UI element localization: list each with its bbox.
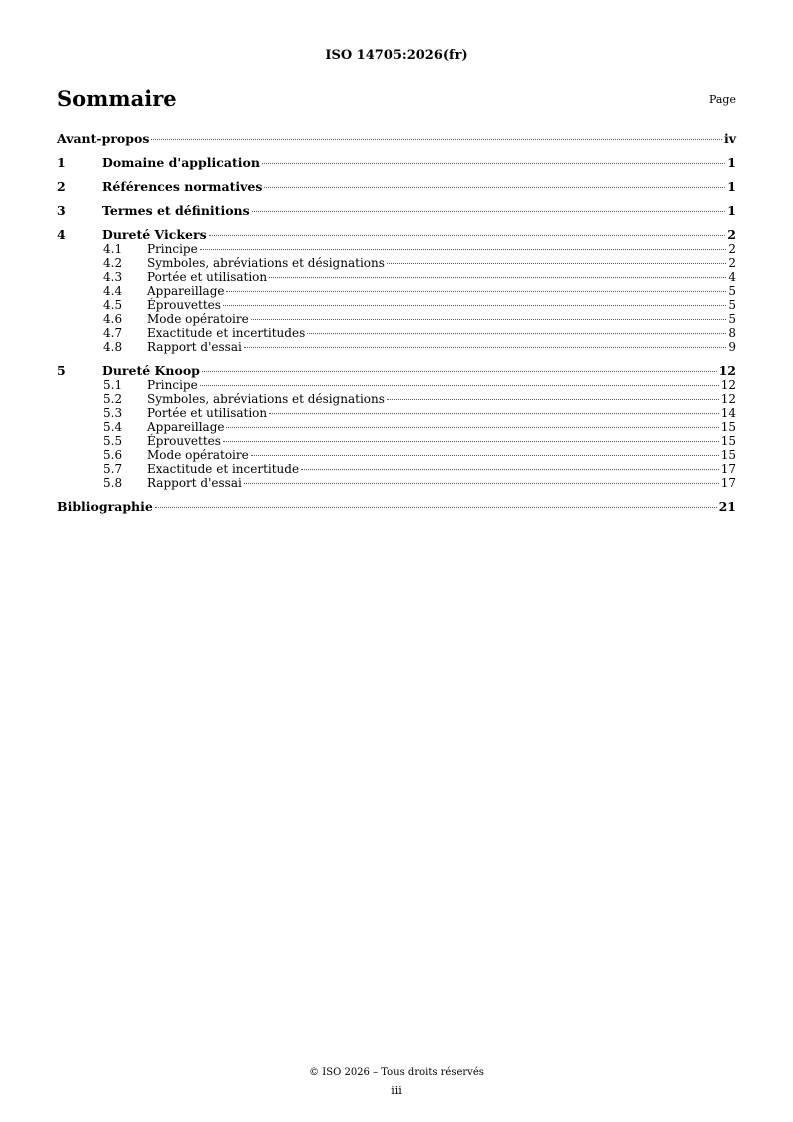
page-column-label: Page	[708, 93, 736, 106]
toc-entry-page: 17	[720, 476, 736, 490]
toc-entry-page: 21	[718, 499, 736, 514]
toc-entry[interactable]	[57, 499, 736, 514]
toc-entry-number: 5.1	[103, 378, 123, 392]
toc-subentry[interactable]	[57, 476, 736, 490]
toc-entry-page: 4	[728, 270, 736, 284]
dot-leader	[244, 483, 719, 484]
toc-entry-page: 1	[727, 179, 736, 194]
toc-entry-number: 5.8	[103, 476, 123, 490]
toc-entry-page: 15	[720, 420, 736, 434]
toc-entry-page: 5	[728, 298, 736, 312]
toc-entry-page: 5	[728, 284, 736, 298]
toc-entry-number: 4	[57, 227, 66, 242]
toc-entry-page: 12	[718, 363, 736, 378]
toc-subentry[interactable]	[57, 284, 736, 298]
toc-entry-label: Symboles, abréviations et désignations	[147, 392, 385, 406]
toc-subentry[interactable]	[57, 420, 736, 434]
toc-entry-label: Mode opératoire	[147, 448, 249, 462]
toc-subentry[interactable]	[57, 270, 736, 284]
dot-leader	[155, 507, 717, 508]
toc-entry-number: 5.7	[103, 462, 123, 476]
toc-entry-page: 15	[720, 448, 736, 462]
dot-leader	[151, 139, 722, 140]
toc-entry-page: 5	[728, 312, 736, 326]
toc-entry-number: 5.2	[103, 392, 123, 406]
toc-entry-number: 5.3	[103, 406, 123, 420]
toc-entry-label: Dureté Vickers	[102, 227, 207, 242]
toc-entry-label: Avant-propos	[57, 131, 150, 146]
toc-entry-number: 4.2	[103, 256, 123, 270]
toc-entry-label: Références normatives	[102, 179, 263, 194]
dot-leader	[252, 211, 726, 212]
toc-entry[interactable]	[57, 203, 736, 218]
toc-entry-number: 5.4	[103, 420, 123, 434]
toc-entry[interactable]	[57, 227, 736, 242]
toc-entry-label: Principe	[147, 378, 198, 392]
toc-entry-label: Bibliographie	[57, 499, 153, 514]
toc-entry-number: 2	[57, 179, 66, 194]
toc-entry-label: Portée et utilisation	[147, 270, 268, 284]
toc-entry-page: 12	[720, 392, 736, 406]
toc-entry-label: Mode opératoire	[147, 312, 249, 326]
toc-entry-number: 5	[57, 363, 66, 378]
toc-title-row	[57, 86, 736, 114]
toc-entry-page: 9	[728, 340, 736, 354]
toc-entry[interactable]	[57, 131, 736, 146]
toc-subentry[interactable]	[57, 340, 736, 354]
toc-entry-label: Principe	[147, 242, 198, 256]
toc-entry-label: Exactitude et incertitudes	[147, 326, 306, 340]
dot-leader	[387, 399, 719, 400]
toc-subentry[interactable]	[57, 434, 736, 448]
dot-leader	[226, 291, 726, 292]
dot-leader	[226, 427, 718, 428]
toc-subentry[interactable]	[57, 326, 736, 340]
dot-leader	[223, 441, 719, 442]
toc-entry-page: 2	[727, 227, 736, 242]
toc-entry-label: Termes et définitions	[102, 203, 250, 218]
toc-entry-page: 1	[727, 155, 736, 170]
toc-entry[interactable]	[57, 179, 736, 194]
toc-entry-number: 4.5	[103, 298, 123, 312]
toc-subentry[interactable]	[57, 392, 736, 406]
toc-entry-page: 12	[720, 378, 736, 392]
toc-entry-label: Symboles, abréviations et désignations	[147, 256, 385, 270]
toc-entry-label: Dureté Knoop	[102, 363, 200, 378]
dot-leader	[301, 469, 719, 470]
footer-page-number: iii	[391, 1084, 402, 1097]
dot-leader	[244, 347, 727, 348]
toc-entry-page: 15	[720, 434, 736, 448]
document-header: ISO 14705:2026(fr)	[325, 48, 468, 63]
dot-leader	[264, 187, 725, 188]
toc-entry-label: Appareillage	[147, 284, 225, 298]
toc-entry-number: 5.6	[103, 448, 123, 462]
toc-entry-page: 14	[720, 406, 736, 420]
toc-entry[interactable]	[57, 155, 736, 170]
toc-entry-page: 2	[728, 256, 736, 270]
toc-entry-number: 1	[57, 155, 66, 170]
toc-title: Sommaire	[57, 86, 177, 111]
toc-subentry[interactable]	[57, 256, 736, 270]
toc-subentry[interactable]	[57, 298, 736, 312]
dot-leader	[262, 163, 725, 164]
toc-entry-label: Domaine d'application	[102, 155, 260, 170]
toc-subentry[interactable]	[57, 242, 736, 256]
toc-entry-label: Portée et utilisation	[147, 406, 268, 420]
table-of-contents	[57, 131, 736, 523]
toc-subentry[interactable]	[57, 406, 736, 420]
dot-leader	[269, 277, 726, 278]
dot-leader	[200, 385, 719, 386]
toc-subentry[interactable]	[57, 312, 736, 326]
dot-leader	[307, 333, 726, 334]
dot-leader	[202, 371, 717, 372]
toc-subentry[interactable]	[57, 378, 736, 392]
dot-leader	[200, 249, 727, 250]
toc-entry[interactable]	[57, 363, 736, 378]
toc-entry-label: Éprouvettes	[147, 434, 221, 448]
toc-entry-page: 2	[728, 242, 736, 256]
toc-entry-number: 4.4	[103, 284, 123, 298]
toc-entry-page: 17	[720, 462, 736, 476]
toc-subentry[interactable]	[57, 448, 736, 462]
toc-subentry[interactable]	[57, 462, 736, 476]
footer-copyright: © ISO 2026 – Tous droits réservés	[309, 1067, 484, 1078]
toc-entry-page: iv	[723, 131, 736, 146]
toc-entry-label: Éprouvettes	[147, 298, 221, 312]
dot-leader	[387, 263, 726, 264]
toc-entry-number: 4.3	[103, 270, 123, 284]
toc-entry-label: Appareillage	[147, 420, 225, 434]
toc-entry-number: 4.7	[103, 326, 123, 340]
dot-leader	[209, 235, 726, 236]
toc-entry-label: Exactitude et incertitude	[147, 462, 300, 476]
toc-entry-label: Rapport d'essai	[147, 340, 242, 354]
toc-entry-page: 8	[728, 326, 736, 340]
toc-entry-page: 1	[727, 203, 736, 218]
dot-leader	[251, 319, 727, 320]
dot-leader	[251, 455, 719, 456]
dot-leader	[269, 413, 719, 414]
dot-leader	[223, 305, 726, 306]
toc-entry-number: 5.5	[103, 434, 123, 448]
toc-entry-number: 4.8	[103, 340, 123, 354]
toc-entry-number: 4.6	[103, 312, 123, 326]
toc-entry-number: 3	[57, 203, 66, 218]
toc-entry-label: Rapport d'essai	[147, 476, 242, 490]
toc-entry-number: 4.1	[103, 242, 123, 256]
